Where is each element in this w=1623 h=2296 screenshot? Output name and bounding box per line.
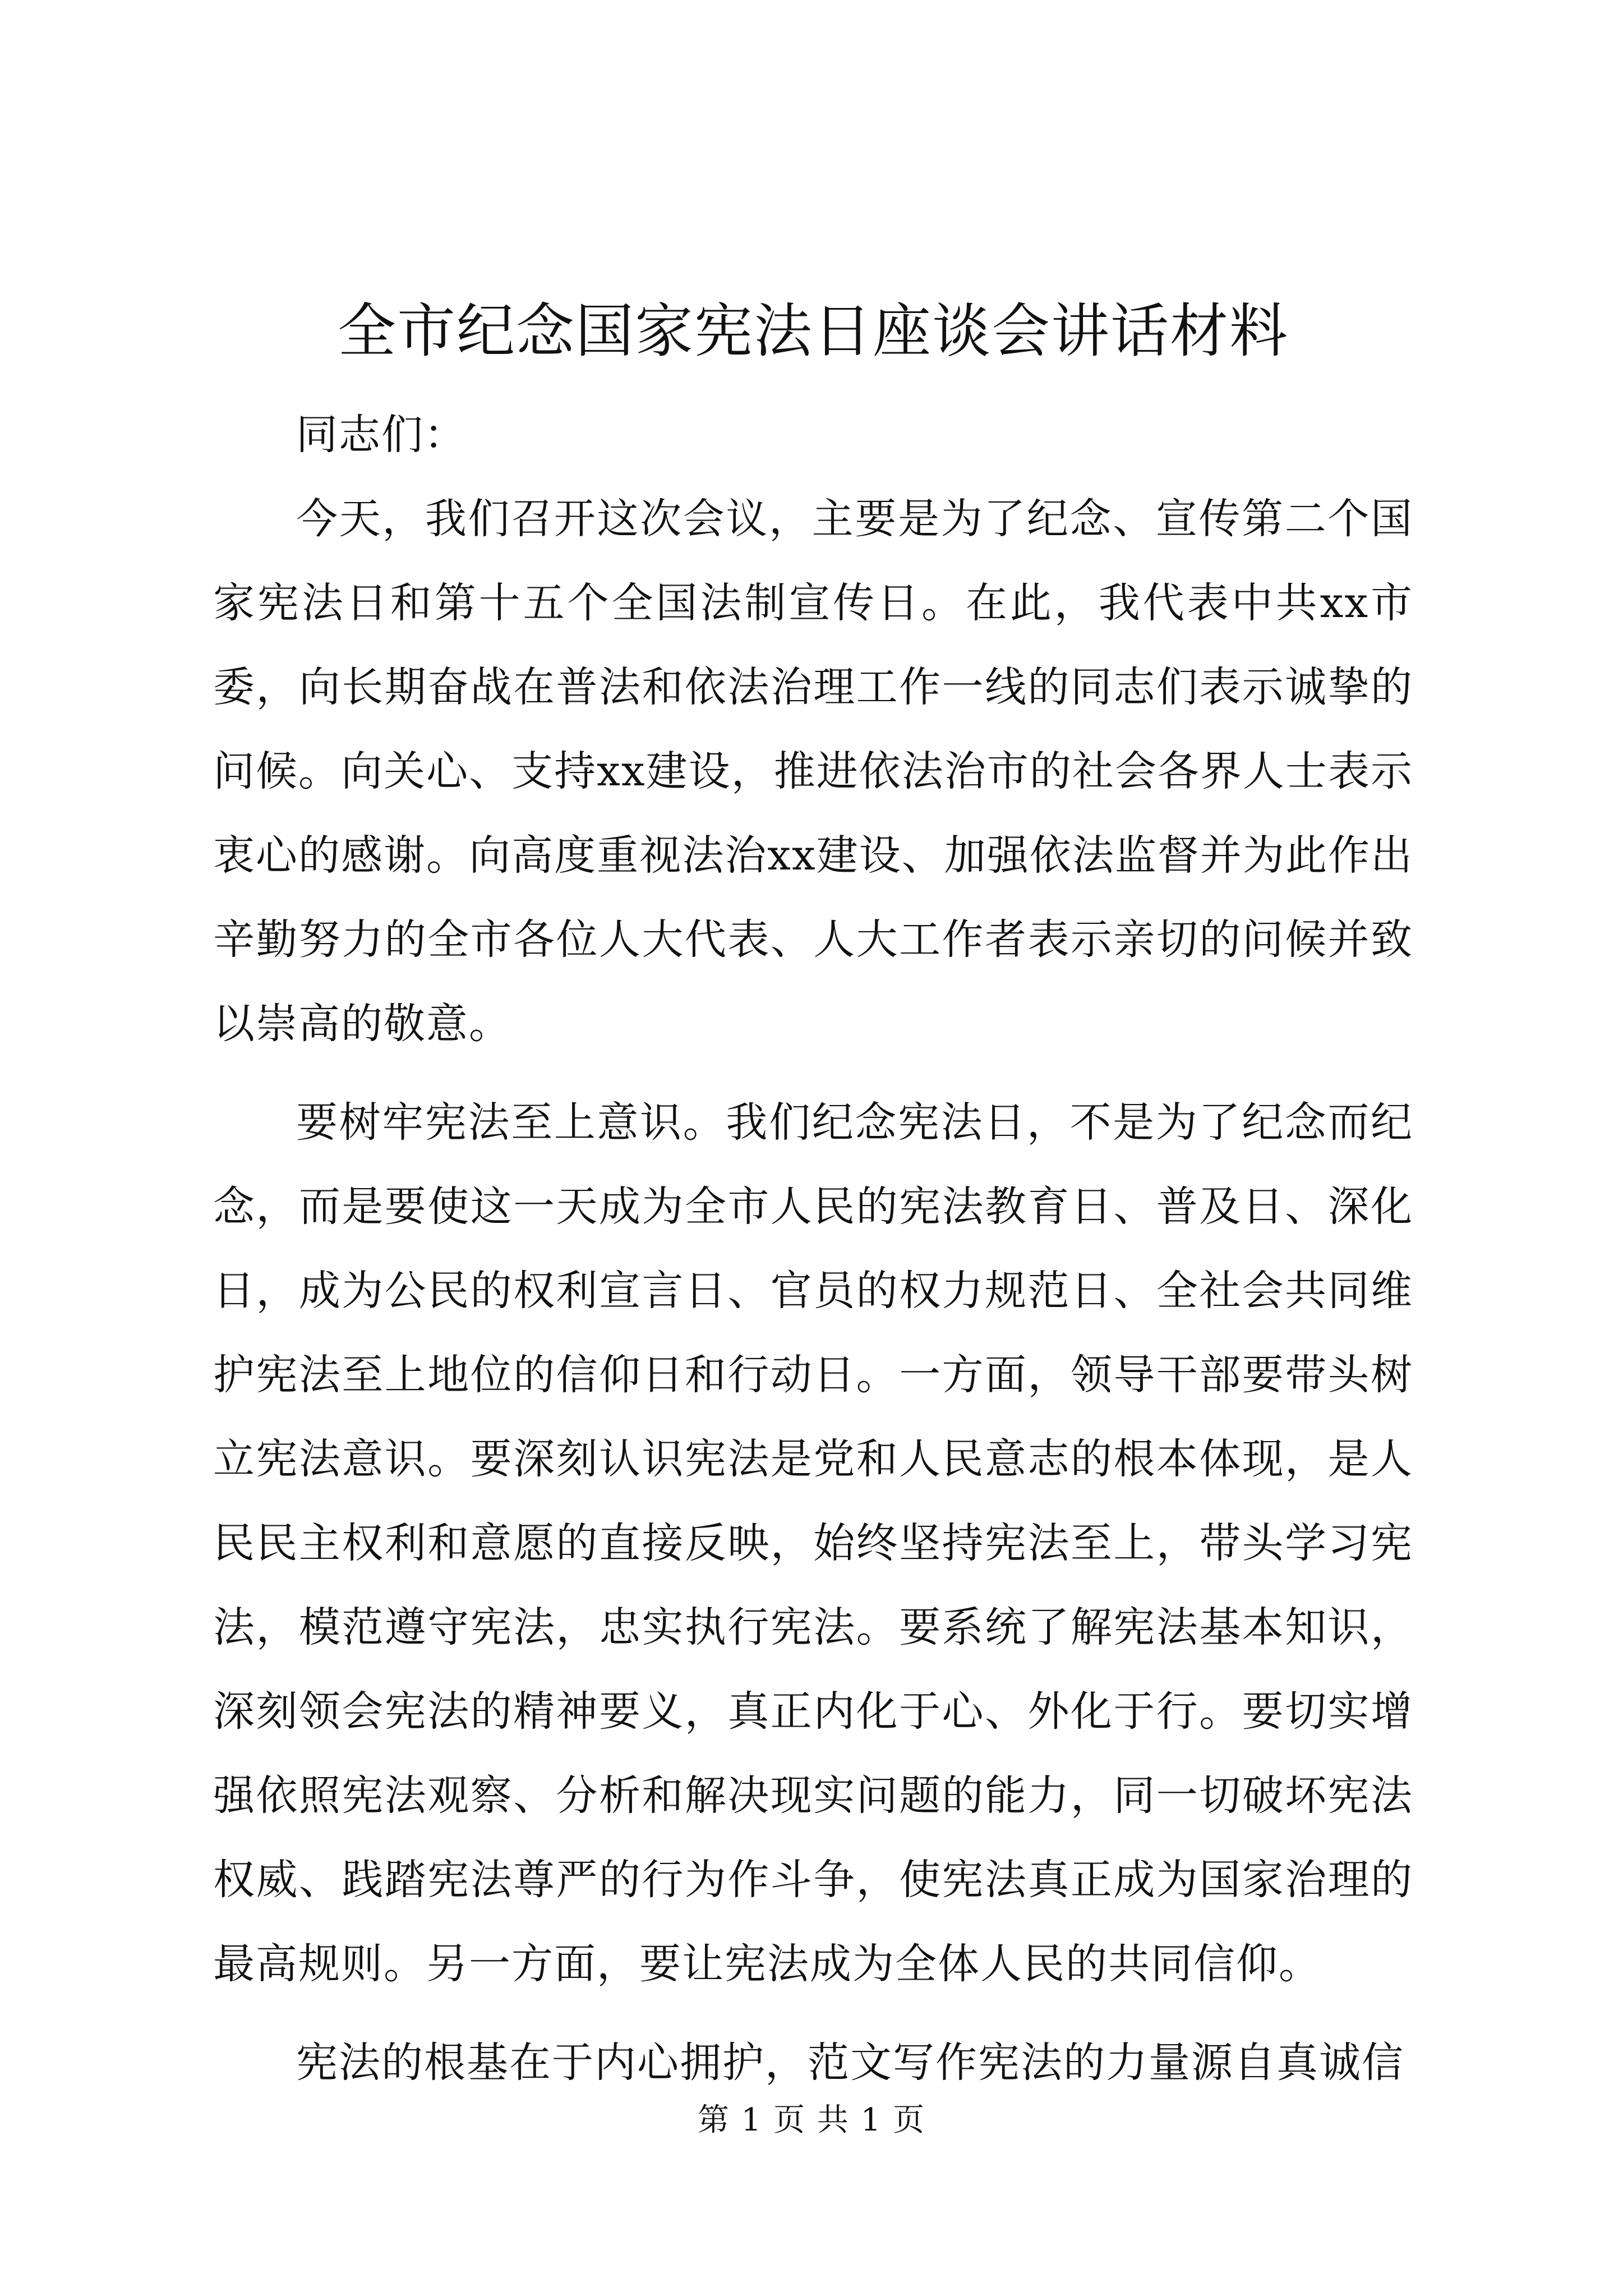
paragraph-3: 宪法的根基在于内心拥护，范文写作宪法的力量源自真诚信 bbox=[296, 2039, 1404, 2087]
paragraph-1: 今天，我们召开这次会议，主要是为了纪念、宣传第二个国家宪法日和第十五个全国法制宣传日。在此，我代表中共xx市委，向长期奋战在普法和依法治理工作一线的同志们表示诚挚的问候。向关心、支持xx建设，推进依法治市的社会各界人士表示衷心的感谢。向高度重视法治xx建设、加强依法监督并为此作出辛勤努力的全市各位人大代表、人大工作者表示亲切的问候并致以崇高的敬意。 bbox=[213, 495, 1413, 1048]
salutation: 同志们： bbox=[296, 411, 467, 459]
document-title: 全市纪念国家宪法日座谈会讲话材料 bbox=[337, 297, 1289, 365]
paragraph-2: 要树牢宪法至上意识。我们纪念宪法日，不是为了纪念而纪念，而是要使这一天成为全市人民的宪法教育日、普及日、深化日，成为公民的权利宣言日、官员的权力规范日、全社会共同维护宪法至上地位的信仰日和行动日。一方面，领导干部要带头树立宪法意识。要深刻认识宪法是党和人民意志的根本体现，是人民民主权利和意愿的直接反映，始终坚持宪法至上，带头学习宪法，模范遵守宪法，忠实执行宪法。要系统了解宪法基本知识，深刻领会宪法的精神要义，真正内化于心、外化于行。要切实增强依照宪法观察、分析和解决现实问题的能力，同一切破坏宪法权威、践踏宪法尊严的行为作斗争，使宪法真正成为国家治理的最高规则。另一方面，要让宪法成为全体人民的共同信仰。 bbox=[213, 1098, 1413, 1988]
page-footer: 第 1 页 共 1 页 bbox=[697, 2102, 926, 2138]
document-body bbox=[213, 393, 1413, 2119]
